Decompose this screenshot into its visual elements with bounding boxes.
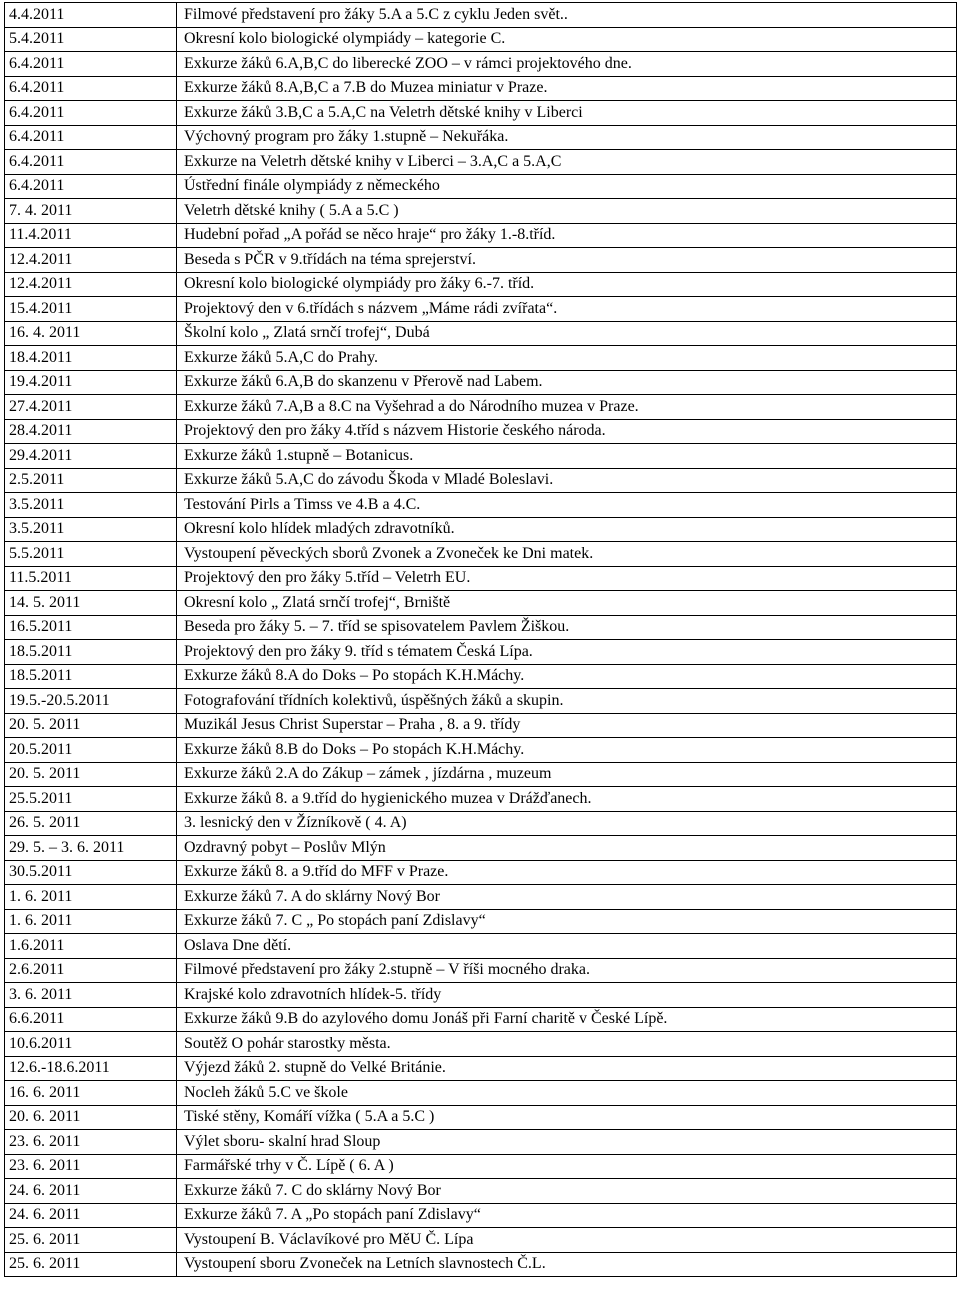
event-date-cell: 26. 5. 2011 — [5, 811, 177, 836]
event-description-cell: Exkurze žáků 5.A,C do Prahy. — [177, 346, 957, 371]
table-row — [5, 909, 957, 934]
table-row — [5, 76, 957, 101]
table-row — [5, 958, 957, 983]
event-date-cell: 6.4.2011 — [5, 101, 177, 126]
event-description-cell: Projektový den pro žáky 5.tříd – Veletrh EU. — [177, 566, 957, 591]
event-description-cell: Soutěž O pohár starostky města. — [177, 1032, 957, 1057]
event-date-cell: 12.6.-18.6.2011 — [5, 1056, 177, 1081]
event-description-cell: Exkurze žáků 8. a 9.tříd do hygienického muzea v Drážďanech. — [177, 787, 957, 812]
table-row — [5, 1179, 957, 1204]
events-table-body — [5, 3, 957, 1277]
event-description-cell: Muzikál Jesus Christ Superstar – Praha , 8. a 9. třídy — [177, 713, 957, 738]
table-row — [5, 934, 957, 959]
table-row — [5, 150, 957, 175]
event-description-cell: Exkurze na Veletrh dětské knihy v Liberci – 3.A,C a 5.A,C — [177, 150, 957, 175]
table-row — [5, 27, 957, 52]
event-date-cell: 19.5.-20.5.2011 — [5, 689, 177, 714]
event-description-cell: Projektový den pro žáky 4.tříd s názvem Historie českého národa. — [177, 419, 957, 444]
event-date-cell: 29. 5. – 3. 6. 2011 — [5, 836, 177, 861]
event-description-cell: Exkurze žáků 7. A do sklárny Nový Bor — [177, 885, 957, 910]
event-description-cell: Okresní kolo „ Zlatá srnčí trofej“, Brniště — [177, 591, 957, 616]
event-date-cell: 25. 6. 2011 — [5, 1252, 177, 1277]
table-row — [5, 836, 957, 861]
event-date-cell: 2.5.2011 — [5, 468, 177, 493]
table-row — [5, 321, 957, 346]
event-description-cell: Beseda s PČR v 9.třídách na téma sprejerství. — [177, 248, 957, 273]
event-description-cell: Exkurze žáků 8.A,B,C a 7.B do Muzea miniatur v Praze. — [177, 76, 957, 101]
event-date-cell: 20. 6. 2011 — [5, 1105, 177, 1130]
event-description-cell: Okresní kolo biologické olympiády pro žáky 6.-7. tříd. — [177, 272, 957, 297]
event-date-cell: 6.4.2011 — [5, 150, 177, 175]
event-description-cell: Exkurze žáků 8.B do Doks – Po stopách K.H.Máchy. — [177, 738, 957, 763]
table-row — [5, 542, 957, 567]
table-row — [5, 174, 957, 199]
table-row — [5, 738, 957, 763]
event-description-cell: Hudební pořad „A pořád se něco hraje“ pro žáky 1.-8.tříd. — [177, 223, 957, 248]
table-row — [5, 370, 957, 395]
event-description-cell: 3. lesnický den v Žízníkově ( 4. A) — [177, 811, 957, 836]
event-description-cell: Veletrh dětské knihy ( 5.A a 5.C ) — [177, 199, 957, 224]
table-row — [5, 615, 957, 640]
event-description-cell: Oslava Dne dětí. — [177, 934, 957, 959]
event-date-cell: 6.4.2011 — [5, 125, 177, 150]
event-description-cell: Exkurze žáků 8. a 9.tříd do MFF v Praze. — [177, 860, 957, 885]
event-date-cell: 25. 6. 2011 — [5, 1228, 177, 1253]
event-description-cell: Exkurze žáků 7. C do sklárny Nový Bor — [177, 1179, 957, 1204]
event-description-cell: Exkurze žáků 6.A,B,C do liberecké ZOO – v rámci projektového dne. — [177, 52, 957, 77]
events-table — [4, 2, 957, 1277]
event-date-cell: 16. 6. 2011 — [5, 1081, 177, 1106]
event-date-cell: 11.4.2011 — [5, 223, 177, 248]
event-description-cell: Exkurze žáků 9.B do azylového domu Jonáš při Farní charitě v České Lípě. — [177, 1007, 957, 1032]
event-date-cell: 2.6.2011 — [5, 958, 177, 983]
table-row — [5, 248, 957, 273]
event-description-cell: Projektový den pro žáky 9. tříd s tématem Česká Lípa. — [177, 640, 957, 665]
event-description-cell: Beseda pro žáky 5. – 7. tříd se spisovatelem Pavlem Žiškou. — [177, 615, 957, 640]
event-description-cell: Filmové představení pro žáky 2.stupně – V říši mocného draka. — [177, 958, 957, 983]
table-row — [5, 125, 957, 150]
table-row — [5, 223, 957, 248]
event-date-cell: 29.4.2011 — [5, 444, 177, 469]
table-row — [5, 1154, 957, 1179]
event-description-cell: Exkurze žáků 7. C „ Po stopách paní Zdislavy“ — [177, 909, 957, 934]
event-description-cell: Okresní kolo hlídek mladých zdravotníků. — [177, 517, 957, 542]
event-date-cell: 6.4.2011 — [5, 76, 177, 101]
table-row — [5, 1228, 957, 1253]
event-date-cell: 18.5.2011 — [5, 664, 177, 689]
table-row — [5, 664, 957, 689]
table-row — [5, 689, 957, 714]
table-row — [5, 1056, 957, 1081]
table-row — [5, 297, 957, 322]
event-description-cell: Exkurze žáků 7. A „Po stopách paní Zdislavy“ — [177, 1203, 957, 1228]
table-row — [5, 1032, 957, 1057]
table-row — [5, 885, 957, 910]
event-date-cell: 30.5.2011 — [5, 860, 177, 885]
table-row — [5, 272, 957, 297]
event-description-cell: Výlet sboru- skalní hrad Sloup — [177, 1130, 957, 1155]
event-date-cell: 15.4.2011 — [5, 297, 177, 322]
event-description-cell: Vystoupení pěveckých sborů Zvonek a Zvoneček ke Dni matek. — [177, 542, 957, 567]
event-description-cell: Exkurze žáků 5.A,C do závodu Škoda v Mladé Boleslavi. — [177, 468, 957, 493]
event-date-cell: 12.4.2011 — [5, 272, 177, 297]
event-date-cell: 25.5.2011 — [5, 787, 177, 812]
event-date-cell: 23. 6. 2011 — [5, 1154, 177, 1179]
event-date-cell: 10.6.2011 — [5, 1032, 177, 1057]
event-date-cell: 5.5.2011 — [5, 542, 177, 567]
event-date-cell: 6.4.2011 — [5, 52, 177, 77]
event-date-cell: 23. 6. 2011 — [5, 1130, 177, 1155]
event-description-cell: Školní kolo „ Zlatá srnčí trofej“, Dubá — [177, 321, 957, 346]
table-row — [5, 346, 957, 371]
table-row — [5, 468, 957, 493]
event-date-cell: 12.4.2011 — [5, 248, 177, 273]
event-description-cell: Exkurze žáků 3.B,C a 5.A,C na Veletrh dětské knihy v Liberci — [177, 101, 957, 126]
table-row — [5, 1203, 957, 1228]
table-row — [5, 640, 957, 665]
event-date-cell: 1. 6. 2011 — [5, 885, 177, 910]
table-row — [5, 1007, 957, 1032]
event-date-cell: 3. 6. 2011 — [5, 983, 177, 1008]
event-date-cell: 20. 5. 2011 — [5, 713, 177, 738]
event-date-cell: 3.5.2011 — [5, 517, 177, 542]
event-date-cell: 11.5.2011 — [5, 566, 177, 591]
event-date-cell: 24. 6. 2011 — [5, 1203, 177, 1228]
table-row — [5, 860, 957, 885]
event-description-cell: Filmové představení pro žáky 5.A a 5.C z cyklu Jeden svět.. — [177, 3, 957, 28]
event-description-cell: Krajské kolo zdravotních hlídek-5. třídy — [177, 983, 957, 1008]
table-row — [5, 493, 957, 518]
event-description-cell: Tiské stěny, Komáří vížka ( 5.A a 5.C ) — [177, 1105, 957, 1130]
table-row — [5, 713, 957, 738]
table-row — [5, 762, 957, 787]
event-description-cell: Ústřední finále olympiády z německého — [177, 174, 957, 199]
table-row — [5, 1081, 957, 1106]
table-row — [5, 1130, 957, 1155]
event-description-cell: Výchovný program pro žáky 1.stupně – Nekuřáka. — [177, 125, 957, 150]
event-date-cell: 3.5.2011 — [5, 493, 177, 518]
event-date-cell: 20. 5. 2011 — [5, 762, 177, 787]
event-description-cell: Exkurze žáků 6.A,B do skanzenu v Přerově nad Labem. — [177, 370, 957, 395]
event-date-cell: 7. 4. 2011 — [5, 199, 177, 224]
event-date-cell: 5.4.2011 — [5, 27, 177, 52]
table-row — [5, 517, 957, 542]
table-row — [5, 787, 957, 812]
table-row — [5, 1105, 957, 1130]
event-description-cell: Vystoupení B. Václavíkové pro MěU Č. Lípa — [177, 1228, 957, 1253]
event-description-cell: Exkurze žáků 2.A do Zákup – zámek , jízdárna , muzeum — [177, 762, 957, 787]
event-date-cell: 14. 5. 2011 — [5, 591, 177, 616]
event-date-cell: 20.5.2011 — [5, 738, 177, 763]
event-description-cell: Testování Pirls a Timss ve 4.B a 4.C. — [177, 493, 957, 518]
event-description-cell: Farmářské trhy v Č. Lípě ( 6. A ) — [177, 1154, 957, 1179]
event-description-cell: Vystoupení sboru Zvoneček na Letních slavnostech Č.L. — [177, 1252, 957, 1277]
table-row — [5, 419, 957, 444]
table-row — [5, 3, 957, 28]
event-description-cell: Ozdravný pobyt – Poslův Mlýn — [177, 836, 957, 861]
event-date-cell: 4.4.2011 — [5, 3, 177, 28]
table-row — [5, 983, 957, 1008]
event-date-cell: 16. 4. 2011 — [5, 321, 177, 346]
event-description-cell: Fotografování třídních kolektivů, úspěšných žáků a skupin. — [177, 689, 957, 714]
event-date-cell: 18.5.2011 — [5, 640, 177, 665]
event-date-cell: 24. 6. 2011 — [5, 1179, 177, 1204]
event-date-cell: 27.4.2011 — [5, 395, 177, 420]
event-date-cell: 6.6.2011 — [5, 1007, 177, 1032]
table-row — [5, 199, 957, 224]
table-row — [5, 395, 957, 420]
table-row — [5, 811, 957, 836]
event-description-cell: Výjezd žáků 2. stupně do Velké Británie. — [177, 1056, 957, 1081]
event-date-cell: 6.4.2011 — [5, 174, 177, 199]
event-date-cell: 28.4.2011 — [5, 419, 177, 444]
event-date-cell: 1.6.2011 — [5, 934, 177, 959]
event-date-cell: 16.5.2011 — [5, 615, 177, 640]
event-description-cell: Nocleh žáků 5.C ve škole — [177, 1081, 957, 1106]
event-description-cell: Exkurze žáků 7.A,B a 8.C na Vyšehrad a do Národního muzea v Praze. — [177, 395, 957, 420]
table-row — [5, 444, 957, 469]
event-description-cell: Okresní kolo biologické olympiády – kategorie C. — [177, 27, 957, 52]
event-date-cell: 18.4.2011 — [5, 346, 177, 371]
event-date-cell: 1. 6. 2011 — [5, 909, 177, 934]
table-row — [5, 591, 957, 616]
table-row — [5, 101, 957, 126]
event-description-cell: Exkurze žáků 8.A do Doks – Po stopách K.H.Máchy. — [177, 664, 957, 689]
table-row — [5, 1252, 957, 1277]
events-document — [4, 2, 956, 1277]
table-row — [5, 566, 957, 591]
event-description-cell: Projektový den v 6.třídách s názvem „Máme rádi zvířata“. — [177, 297, 957, 322]
event-date-cell: 19.4.2011 — [5, 370, 177, 395]
event-description-cell: Exkurze žáků 1.stupně – Botanicus. — [177, 444, 957, 469]
table-row — [5, 52, 957, 77]
